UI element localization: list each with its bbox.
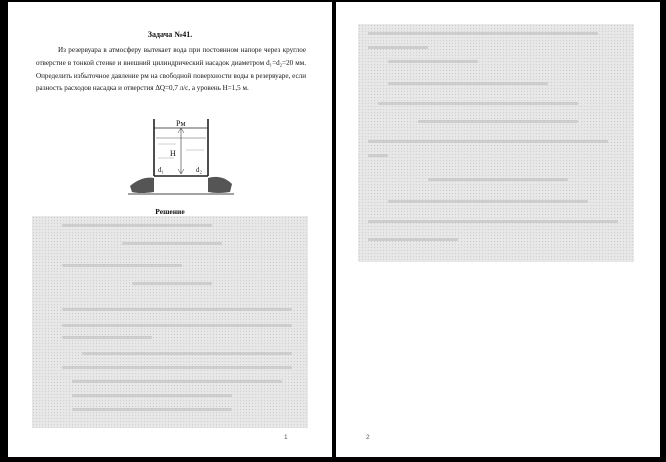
d2-label: d₂ xyxy=(196,166,202,174)
page-1 xyxy=(8,2,332,457)
problem-title: Задача №41. xyxy=(147,30,193,39)
pressure-label: Pм xyxy=(176,119,186,128)
head-label: H xyxy=(170,149,176,158)
d1-label: d₁ xyxy=(158,166,164,174)
reservoir-diagram xyxy=(126,114,236,204)
page-2 xyxy=(336,2,660,457)
page-number: 1 xyxy=(284,434,288,441)
problem-text: Из резервуара в атмосферу вытекает вода при постоянном напоре через круглое отверстие в тонкой стенке и внешний цилиндрический насадок диаметром d₁=d₂=20 мм. Определить избыточное давление pм на свободной поверхности воды в резервуаре, если разность расходов насадка и отверстия ΔQ=0,7 л/с, а уровень H=1,5 м. xyxy=(36,46,306,93)
solution-heading: Решение xyxy=(155,207,185,216)
page-number: 2 xyxy=(366,434,370,441)
obscured-solution-area xyxy=(32,216,308,428)
problem-statement xyxy=(36,44,306,95)
obscured-solution-area xyxy=(358,24,634,262)
